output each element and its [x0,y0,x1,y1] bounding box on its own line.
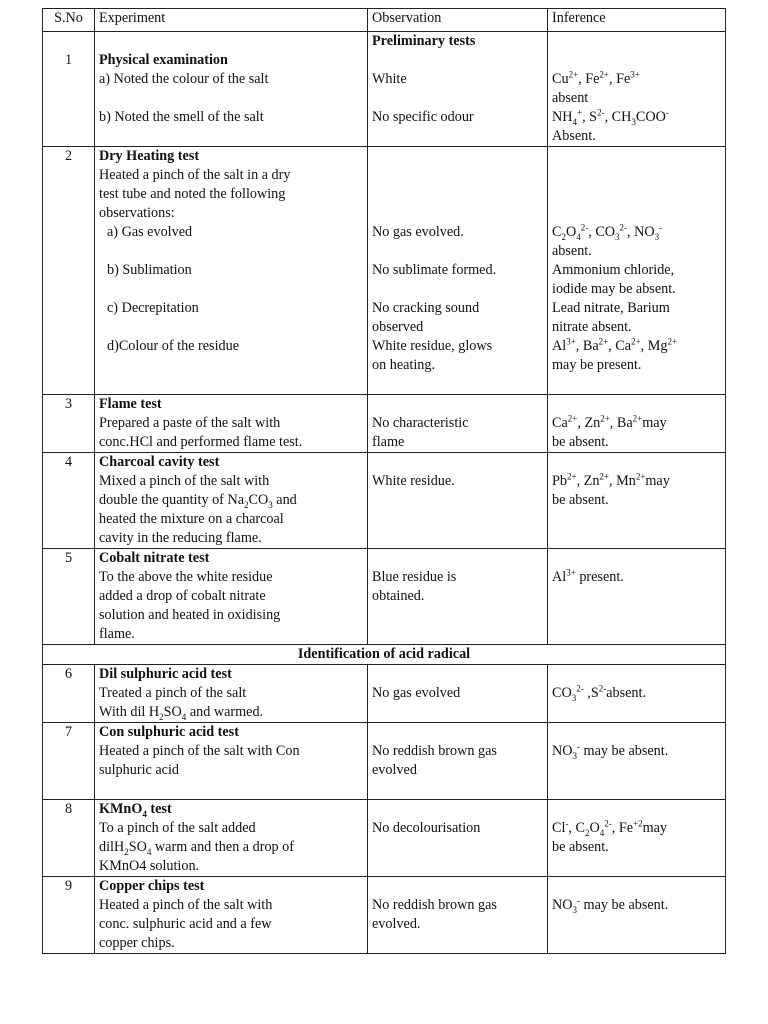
inference-text: $NO_3^-$ may be absent. [552,895,669,915]
header-sno: S.No [43,9,95,32]
table-row [43,723,726,800]
observation-cell: Preliminary tests White No specific odour [368,32,548,147]
table-row [43,665,726,723]
table-row [43,549,726,645]
inference-cell: Cl-, $C_2O_4^{2-}$, $Fe^{+2}may$ be absent. [548,800,726,877]
row-sno: 2 [43,147,95,395]
inference-cell [548,723,726,800]
observation-cell: No characteristic flame [368,395,548,453]
experiment-cell: Physical examination a) Noted the colour of the salt b) Noted the smell of the salt [95,32,368,147]
table-row [43,877,726,954]
header-experiment: Experiment [95,9,368,32]
experiment-title: Charcoal cavity test [99,454,220,470]
inference-text: $NH_4^+$, $S^{2-}$, $CH_3COO^-$ [552,107,669,127]
experiment-cell: Charcoal cavity test Mixed a pinch of the salt with double the quantity of $Na_2CO_3$ and heated the mixture on a charcoal cavity in the reducing flame. [95,453,368,549]
header-row [43,9,726,32]
experiment-title: Physical examination [99,52,228,68]
experiment-title: KMnO$_4$ test [99,801,172,819]
experiment-title: Con sulphuric acid test [99,724,239,740]
section-row [43,645,726,665]
experiment-cell: Cobalt nitrate test To the above the white residue added a drop of cobalt nitrate solution and heated in oxidising flame. [95,549,368,645]
header-inference: Inference [548,9,726,32]
experiment-desc: double the quantity of $Na_2CO_3$ and [99,492,297,510]
table-row [43,147,726,395]
table-row [43,800,726,877]
inference-text: $C_2O_4^{2-}$, $CO_3^{2-}$, $NO_3^-$ [552,222,663,242]
row-sno: 1 [43,32,95,147]
table-row [43,32,726,147]
observation-cell: No reddish brown gas evolved. [368,877,548,954]
experiment-title: Flame test [99,396,162,412]
inference-text: $Al^{3+}$, $Ba^{2+}$, $Ca^{2+}$, $Mg^{2+}$ [552,336,678,354]
experiment-title: Copper chips test [99,878,205,894]
row-sno: 8 [43,800,95,877]
table-row [43,395,726,453]
experiment-title: Dry Heating test [99,148,200,164]
section-label-preliminary: Preliminary tests [372,33,476,49]
row-sno: 6 [43,665,95,723]
salt-analysis-table [42,8,726,954]
inference-text: $Ca^{2+}$, $Zn^{2+}$, $Ba^{2+}may$ [552,413,667,431]
inference-text: $Cu^{2+}$, $Fe^{2+}$, $Fe^{3+}$ [552,69,640,87]
inference-text: Cl-, $C_2O_4^{2-}$, $Fe^{+2}may$ [552,818,668,838]
inference-text: $Al^{3+}$ present. [552,567,624,585]
inference-text: $NO_3^-$ may be absent. [552,741,669,761]
experiment-cell: Dry Heating test Heated a pinch of the salt in a dry test tube and noted the following observations: a) Gas evolved b) Sublimation c) Decrepitation d)Colour of the residue [95,147,368,395]
table-row [43,453,726,549]
observation-cell: No gas evolved [368,665,548,723]
observation-cell: No reddish brown gas evolved [368,723,548,800]
experiment-cell: Copper chips test Heated a pinch of the salt with conc. sulphuric acid and a few copper chips. [95,877,368,954]
inference-cell: $C_2O_4^{2-}$, $CO_3^{2-}$, $NO_3^-$ absent. Ammonium chloride, iodide may be absent. Lead nitrate, Barium nitrate absent. $Al^{3+}$, $Ba^{2+}$, $Ca^{2+}$, $Mg^{2+}$ may be present. [548,147,726,395]
inference-cell: $Cu^{2+}$, $Fe^{2+}$, $Fe^{3+}$ absent $NH_4^+$, $S^{2-}$, $CH_3COO^-$ Absent. [548,32,726,147]
observation-cell: White residue. [368,453,548,549]
inference-cell [548,665,726,723]
inference-text: $Pb^{2+}$, $Zn^{2+}$, $Mn^{2+}may$ [552,471,670,489]
row-sno: 9 [43,877,95,954]
observation-cell: No gas evolved. No sublimate formed. No cracking sound observed White residue, glows on heating. [368,147,548,395]
experiment-cell: KMnO$_4$ test To a pinch of the salt added $dilH_2SO_4$ warm and then a drop of KMnO4 solution. [95,800,368,877]
row-sno: 7 [43,723,95,800]
inference-cell [548,877,726,954]
experiment-desc: $dilH_2SO_4$ warm and then a drop of [99,839,294,857]
header-observation: Observation [368,9,548,32]
inference-cell: $Ca^{2+}$, $Zn^{2+}$, $Ba^{2+}may$ be absent. [548,395,726,453]
observation-cell: Blue residue is obtained. [368,549,548,645]
experiment-title: Cobalt nitrate test [99,550,210,566]
inference-text: $CO_3^{2-}$ $,S^{2-}absent$. [552,683,646,703]
experiment-desc: With dil $H_2SO_4$ and warmed. [99,704,264,722]
section-heading-acid-radical: Identification of acid radical [43,645,726,665]
inference-cell [548,549,726,645]
experiment-cell: Con sulphuric acid test Heated a pinch of the salt with Con sulphuric acid [95,723,368,800]
inference-cell: $Pb^{2+}$, $Zn^{2+}$, $Mn^{2+}may$ be absent. [548,453,726,549]
experiment-cell: Flame test Prepared a paste of the salt with conc.HCl and performed flame test. [95,395,368,453]
experiment-cell: Dil sulphuric acid test Treated a pinch of the salt With dil $H_2SO_4$ and warmed. [95,665,368,723]
row-sno: 5 [43,549,95,645]
row-sno: 4 [43,453,95,549]
row-sno: 3 [43,395,95,453]
experiment-title: Dil sulphuric acid test [99,666,232,682]
observation-cell: No decolourisation [368,800,548,877]
